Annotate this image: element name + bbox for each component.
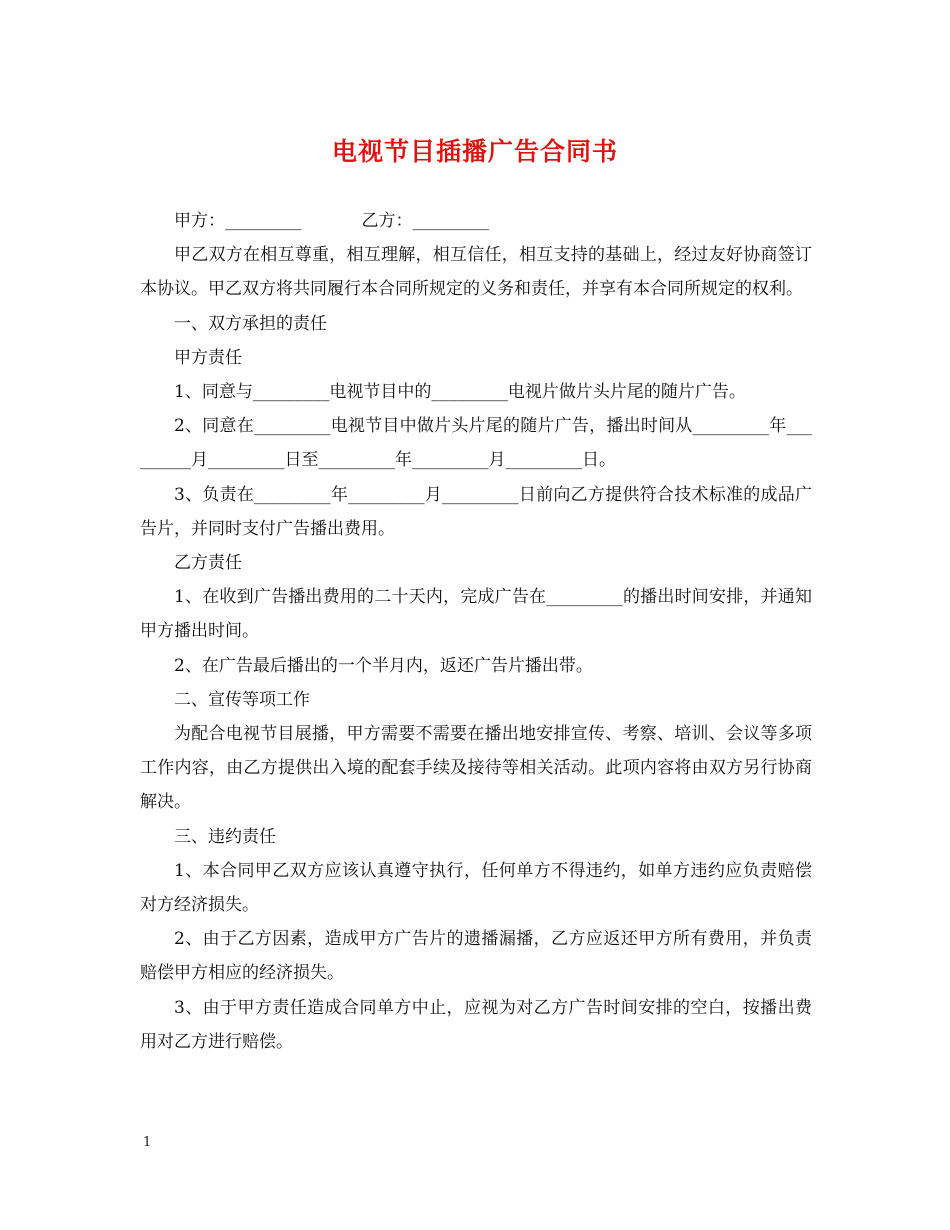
breach-clause-3: 3、由于甲方责任造成合同单方中止，应视为对乙方广告时间安排的空白，按播出费用对乙方进行赔偿。 <box>140 997 812 1052</box>
breach-clause-2: 2、由于乙方因素，造成甲方广告片的遗播漏播，乙方应返还甲方所有费用，并负责赔偿甲方相应的经济损失。 <box>140 929 812 984</box>
subheading-party-b: 乙方责任 <box>174 553 242 574</box>
section-heading-responsibilities: 一、双方承担的责任 <box>174 313 327 334</box>
clause-b1: 1、在收到广告播出费用的二十天内，完成广告在_________的播出时间安排，并通知甲方播出时间。 <box>140 587 812 642</box>
promotion-paragraph: 为配合电视节目展播，甲方需要不需要在播出地安排宣传、考察、培训、会议等多项工作内容，由乙方提供出入境的配套手续及接待等相关活动。此项内容将由双方另行协商解决。 <box>140 724 812 813</box>
document-title: 电视节目插播广告合同书 <box>331 137 618 166</box>
clause-a2: 2、同意在_________电视节目中做片头片尾的随片广告，播出时间从_________年_________月_________日至_________年_________月_________日。 <box>140 416 812 471</box>
section-heading-promotion: 二、宣传等项工作 <box>174 689 310 710</box>
preamble-paragraph: 甲乙双方在相互尊重，相互理解，相互信任，相互支持的基础上，经过友好协商签订本协议。甲乙双方将共同履行本合同所规定的义务和责任，并享有本合同所规定的权利。 <box>140 245 812 300</box>
subheading-party-a: 甲方责任 <box>174 347 242 368</box>
page-number: 1 <box>143 1135 152 1150</box>
breach-clause-1: 1、本合同甲乙双方应该认真遵守执行，任何单方不得违约，如单方违约应负责赔偿对方经济损失。 <box>140 860 812 916</box>
clause-a3: 3、负责在_________年_________月_________日前向乙方提供符合技术标准的成品广告片，并同时支付广告播出费用。 <box>140 484 812 539</box>
party-a-field: 甲方：_________ <box>174 211 302 231</box>
party-b-field: 乙方：_________ <box>361 211 489 231</box>
party-line <box>140 204 812 238</box>
clause-b2: 2、在广告最后播出的一个半月内，返还广告片播出带。 <box>174 655 593 676</box>
clause-a1: 1、同意与_________电视节目中的_________电视片做片头片尾的随片广告。 <box>174 382 746 403</box>
document-body <box>140 204 812 1059</box>
section-heading-breach: 三、违约责任 <box>174 826 276 847</box>
